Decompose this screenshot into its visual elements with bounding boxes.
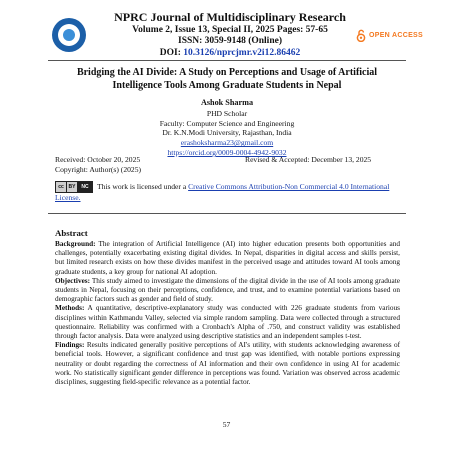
volume-line: Volume 2, Issue 13, Special II, 2025 Pages: 57-65 <box>132 24 328 35</box>
abstract-methods <box>55 304 400 341</box>
background-label: Background: <box>55 240 96 248</box>
background-text: The integration of Artificial Intelligence (AI) into higher education presents both opportunities and challenges, potentially exacerbating existing digital divides. In Nepal, disparities in digital access and skills persist, but limited research exists on how these divides manifest in the perceived usage and attitudes toward AI tools among graduate students, a key group for national AI adoption. <box>55 240 400 276</box>
abstract-body <box>55 240 400 387</box>
doi-label: DOI: <box>159 47 181 58</box>
journal-header <box>100 10 360 59</box>
objectives-text: This study aimed to investigate the dimensions of the digital divide in the use of AI tools among graduate students in Nepal, focusing on their perceptions, confidence, and trust, and to examine potential variations based on demographic factors such as gender and field of study. <box>55 276 400 304</box>
license-block <box>55 181 405 203</box>
author-orcid-link[interactable]: https://orcid.org/0009-0004-4942-9032 <box>167 148 287 158</box>
abstract-divider <box>48 213 406 214</box>
doi-link[interactable]: 10.3126/nprcjmr.v2i12.86462 <box>183 47 301 58</box>
paper-title-line-2: Intelligence Tools Among Graduate Students in Nepal <box>112 79 342 91</box>
paper-title-line-1: Bridging the AI Divide: A Study on Perceptions and Usage of Artificial <box>76 67 378 78</box>
author-university: Dr. K.N.Modi University, Rajasthan, India <box>162 128 292 138</box>
objectives-label: Objectives: <box>55 276 91 285</box>
copyright-line: Copyright: Author(s) (2025) <box>55 165 142 174</box>
license-prefix: This work is licensed under a <box>97 181 189 191</box>
open-access-lock-icon <box>356 29 366 42</box>
author-block <box>90 98 364 158</box>
author-name: Ashok Sharma <box>200 98 254 107</box>
license-link[interactable]: Creative Commons Attribution-Non Commercial 4.0 International License. <box>55 181 390 202</box>
nc-icon: NC <box>78 182 92 192</box>
journal-title: NPRC Journal of Multidisciplinary Research <box>114 10 346 24</box>
author-email-link[interactable]: erashoksharma23@gmail.com <box>180 138 274 148</box>
abstract-background <box>55 240 400 277</box>
paper-title <box>50 67 404 92</box>
abstract-findings <box>55 341 400 387</box>
by-icon: BY <box>67 182 78 192</box>
author-faculty: Faculty: Computer Science and Engineering <box>159 118 295 128</box>
abstract-heading: Abstract <box>55 228 88 238</box>
findings-label: Findings: <box>55 341 85 350</box>
doi-line <box>100 48 360 60</box>
abstract-objectives <box>55 277 400 305</box>
findings-text: Results indicated generally positive perceptions of AI's utility, with students acknowledging awareness of beneficial tools. However, a significant confidence and trust gap was identified, with notable portions expressing neutrality or doubt regarding the correctness of AI information and their own confidence in using AI for academic work. No statistically significant gender difference in perceptions was found. Variation was observed across academic disciplines, suggesting field-specific relevance as a potential factor. <box>55 341 400 387</box>
methods-text: A quantitative, descriptive-explanatory study was conducted with 226 graduate students from various disciplines within Kathmandu Valley, selected via simple random sampling. Data were collected through a structured questionnaire. Reliability was confirmed with a Cronbach's Alpha of .750, and construct validity was established through factor analysis. Data were analyzed using descriptive statistics and an independent samples t-test. <box>55 304 400 341</box>
cc-license-badge-icon[interactable] <box>55 181 93 193</box>
header-divider <box>48 60 406 61</box>
page-number: 57 <box>222 420 231 429</box>
author-role: PHD Scholar <box>206 108 248 118</box>
open-access-label: OPEN ACCESS <box>369 32 423 39</box>
journal-logo-icon <box>52 18 86 52</box>
revised-date: Revised & Accepted: December 13, 2025 <box>245 155 372 164</box>
methods-label: Methods: <box>55 304 85 313</box>
received-date: Received: October 20, 2025 <box>55 155 141 164</box>
cc-icon: cc <box>56 182 67 192</box>
open-access-badge <box>356 29 423 42</box>
issn-line: ISSN: 3059-9148 (Online) <box>178 36 282 47</box>
